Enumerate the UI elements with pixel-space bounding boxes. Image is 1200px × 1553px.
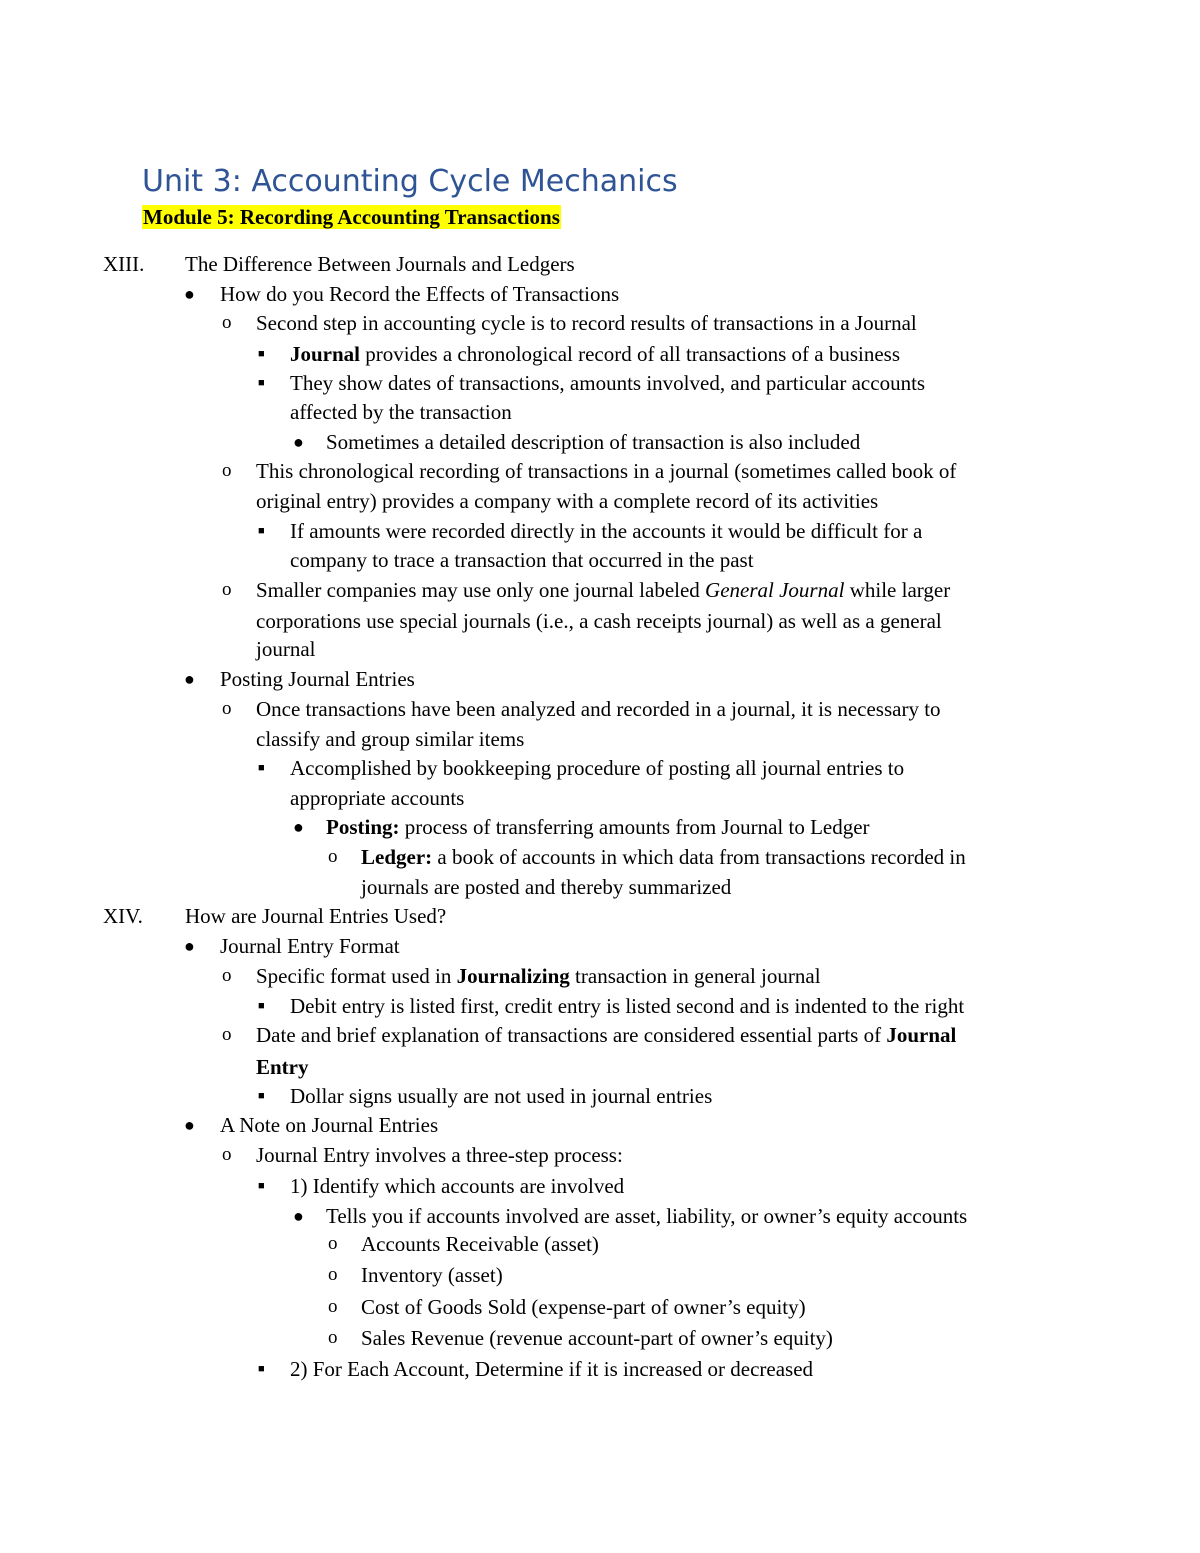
- circle-marker: o: [328, 846, 338, 867]
- item-text: [290, 516, 922, 546]
- outline-item-level3: [0, 991, 1200, 1021]
- outline-item-level5: [0, 1292, 1200, 1322]
- square-marker: ■: [258, 525, 265, 537]
- text-run: Debit entry is listed first, credit entry is listed second and is indented to the right: [290, 994, 965, 1018]
- bullet-marker: ●: [293, 1206, 304, 1226]
- outline-item-level2: [0, 961, 1200, 991]
- text-run: Journal Entry involves a three-step process:: [256, 1143, 623, 1167]
- item-text: [256, 308, 917, 338]
- item-text: [290, 783, 464, 813]
- item-text: [220, 1110, 438, 1140]
- text-run: 1) Identify which accounts are involved: [290, 1174, 625, 1198]
- item-text: [256, 575, 950, 605]
- circle-marker: o: [222, 460, 232, 481]
- circle-marker: o: [222, 965, 232, 986]
- outline-item-level5: [0, 842, 1200, 872]
- bullet-marker: ●: [293, 432, 304, 452]
- text-run: journals are posted and thereby summarized: [361, 875, 732, 899]
- outline-continuation: [0, 634, 1200, 664]
- outline-continuation: [0, 397, 1200, 427]
- item-text: [290, 991, 964, 1021]
- circle-marker: o: [222, 1024, 232, 1045]
- outline-item-level2: [0, 308, 1200, 338]
- circle-marker: o: [328, 1327, 338, 1348]
- square-marker: ■: [258, 377, 265, 389]
- text-run: Inventory (asset): [361, 1263, 503, 1287]
- text-run: Journal Entry Format: [220, 934, 400, 958]
- square-marker: ■: [258, 1180, 265, 1192]
- outline-continuation: [0, 545, 1200, 575]
- text-run: Accomplished by bookkeeping procedure of posting all journal entries to: [290, 756, 905, 780]
- text-run: How do you Record the Effects of Transactions: [220, 282, 620, 306]
- text-run: while larger: [844, 578, 951, 602]
- text-run: original entry) provides a company with a complete record of its activities: [256, 489, 879, 513]
- bold-term: Journalizing: [456, 964, 570, 988]
- text-run: company to trace a transaction that occurred in the past: [290, 548, 754, 572]
- item-text: [256, 724, 524, 754]
- text-run: The Difference Between Journals and Ledgers: [185, 252, 575, 276]
- outline-continuation: [0, 724, 1200, 754]
- outline-item-level1: [0, 664, 1200, 694]
- item-text: [361, 1292, 806, 1322]
- outline-item-level1: [0, 931, 1200, 961]
- page-title: Unit 3: Accounting Cycle Mechanics: [142, 164, 678, 199]
- item-text: [290, 339, 900, 369]
- item-text: [290, 397, 512, 427]
- text-run: process of transferring amounts from Journal to Ledger: [399, 815, 870, 839]
- item-text: [256, 1020, 956, 1050]
- text-run: Tells you if accounts involved are asset, liability, or owner’s equity accounts: [326, 1204, 968, 1228]
- outline-item-level3: [0, 339, 1200, 369]
- roman-numeral: XIV.: [103, 904, 143, 928]
- item-text: [326, 812, 870, 842]
- item-text: [256, 1052, 309, 1082]
- text-run: Sales Revenue (revenue account-part of owner’s equity): [361, 1326, 833, 1350]
- italic-term: General Journal: [705, 578, 845, 602]
- circle-marker: o: [222, 312, 232, 333]
- outline-item-level2: [0, 456, 1200, 486]
- item-text: [185, 249, 575, 279]
- item-text: [220, 279, 619, 309]
- item-text: [361, 842, 966, 872]
- text-run: How are Journal Entries Used?: [185, 904, 447, 928]
- square-marker: ■: [258, 348, 265, 360]
- text-run: Accounts Receivable (asset): [361, 1232, 599, 1256]
- bullet-marker: ●: [184, 936, 195, 956]
- outline-item-level2: [0, 1140, 1200, 1170]
- text-run: journal: [256, 637, 316, 661]
- circle-marker: o: [328, 1296, 338, 1317]
- square-marker: ■: [258, 1000, 265, 1012]
- square-marker: ■: [258, 762, 265, 774]
- outline-item-level2: [0, 1020, 1200, 1050]
- outline-item-level5: [0, 1260, 1200, 1290]
- item-text: [256, 634, 315, 664]
- outline-item-level3: [0, 1354, 1200, 1384]
- module-heading: [142, 203, 561, 231]
- item-text: [220, 664, 415, 694]
- text-run: A Note on Journal Entries: [220, 1113, 439, 1137]
- text-run: Once transactions have been analyzed and recorded in a journal, it is necessary to: [256, 697, 941, 721]
- bold-term: Posting:: [326, 815, 400, 839]
- outline-continuation: [0, 1052, 1200, 1082]
- bold-term: Entry: [256, 1055, 309, 1079]
- item-text: [290, 545, 754, 575]
- outline-item-level3: [0, 1081, 1200, 1111]
- bold-term: Journal: [886, 1023, 957, 1047]
- text-run: Date and brief explanation of transactions are considered essential parts of: [256, 1023, 887, 1047]
- text-run: They show dates of transactions, amounts involved, and particular accounts: [290, 371, 926, 395]
- outline-item-level1: [0, 1110, 1200, 1140]
- item-text: [361, 1323, 833, 1353]
- item-text: [220, 931, 400, 961]
- item-text: [290, 753, 904, 783]
- circle-marker: o: [328, 1233, 338, 1254]
- outline-item-level2: [0, 575, 1200, 605]
- text-run: Specific format used in: [256, 964, 457, 988]
- item-text: [326, 427, 860, 457]
- text-run: provides a chronological record of all transactions of a business: [360, 342, 901, 366]
- text-run: transaction in general journal: [569, 964, 821, 988]
- outline-item-level3: [0, 368, 1200, 398]
- text-run: If amounts were recorded directly in the accounts it would be difficult for a: [290, 519, 923, 543]
- item-text: [361, 1260, 503, 1290]
- outline-item-level5: [0, 1229, 1200, 1259]
- text-run: classify and group similar items: [256, 727, 525, 751]
- text-run: Posting Journal Entries: [220, 667, 415, 691]
- roman-numeral: XIII.: [103, 252, 145, 276]
- module-heading-highlight: Module 5: Recording Accounting Transactions: [143, 205, 560, 229]
- outline-continuation: [0, 606, 1200, 636]
- item-text: [256, 606, 942, 636]
- circle-marker: o: [328, 1264, 338, 1285]
- item-text: [256, 486, 878, 516]
- item-text: [361, 872, 731, 902]
- item-text: [290, 1354, 813, 1384]
- bold-term: Ledger:: [361, 845, 433, 869]
- text-run: affected by the transaction: [290, 400, 512, 424]
- item-text: [256, 961, 821, 991]
- item-text: [290, 1081, 712, 1111]
- circle-marker: o: [222, 698, 232, 719]
- outline-continuation: [0, 783, 1200, 813]
- item-text: [256, 1140, 623, 1170]
- item-text: [256, 456, 956, 486]
- outline-item-roman: [0, 901, 1200, 931]
- outline-item-level3: [0, 516, 1200, 546]
- outline-item-level1: [0, 279, 1200, 309]
- circle-marker: o: [222, 579, 232, 600]
- outline-continuation: [0, 872, 1200, 902]
- circle-marker: o: [222, 1144, 232, 1165]
- text-run: Smaller companies may use only one journal labeled: [256, 578, 706, 602]
- outline-item-level5: [0, 1323, 1200, 1353]
- outline-item-level3: [0, 1171, 1200, 1201]
- text-run: corporations use special journals (i.e., a cash receipts journal) as well as a general: [256, 609, 942, 633]
- item-text: [361, 1229, 599, 1259]
- bullet-marker: ●: [184, 669, 195, 689]
- text-run: This chronological recording of transactions in a journal (sometimes called book of: [256, 459, 957, 483]
- outline-item-level4: [0, 427, 1200, 457]
- bullet-marker: ●: [184, 1115, 195, 1135]
- outline-item-level2: [0, 694, 1200, 724]
- text-run: Sometimes a detailed description of transaction is also included: [326, 430, 861, 454]
- text-run: Second step in accounting cycle is to record results of transactions in a Journal: [256, 311, 917, 335]
- outline-item-level4: [0, 1201, 1200, 1231]
- item-text: [290, 368, 925, 398]
- square-marker: ■: [258, 1363, 265, 1375]
- outline-item-level4: [0, 812, 1200, 842]
- outline-item-roman: [0, 249, 1200, 279]
- outline-item-level3: [0, 753, 1200, 783]
- item-text: [326, 1201, 967, 1231]
- square-marker: ■: [258, 1090, 265, 1102]
- text-run: appropriate accounts: [290, 786, 465, 810]
- item-text: [290, 1171, 624, 1201]
- bullet-marker: ●: [184, 284, 195, 304]
- outline-continuation: [0, 486, 1200, 516]
- item-text: [185, 901, 446, 931]
- text-run: a book of accounts in which data from transactions recorded in: [432, 845, 966, 869]
- text-run: Dollar signs usually are not used in journal entries: [290, 1084, 713, 1108]
- text-run: 2) For Each Account, Determine if it is increased or decreased: [290, 1357, 814, 1381]
- bold-term: Journal: [290, 342, 361, 366]
- bullet-marker: ●: [293, 817, 304, 837]
- item-text: [256, 694, 941, 724]
- text-run: Cost of Goods Sold (expense-part of owner’s equity): [361, 1295, 806, 1319]
